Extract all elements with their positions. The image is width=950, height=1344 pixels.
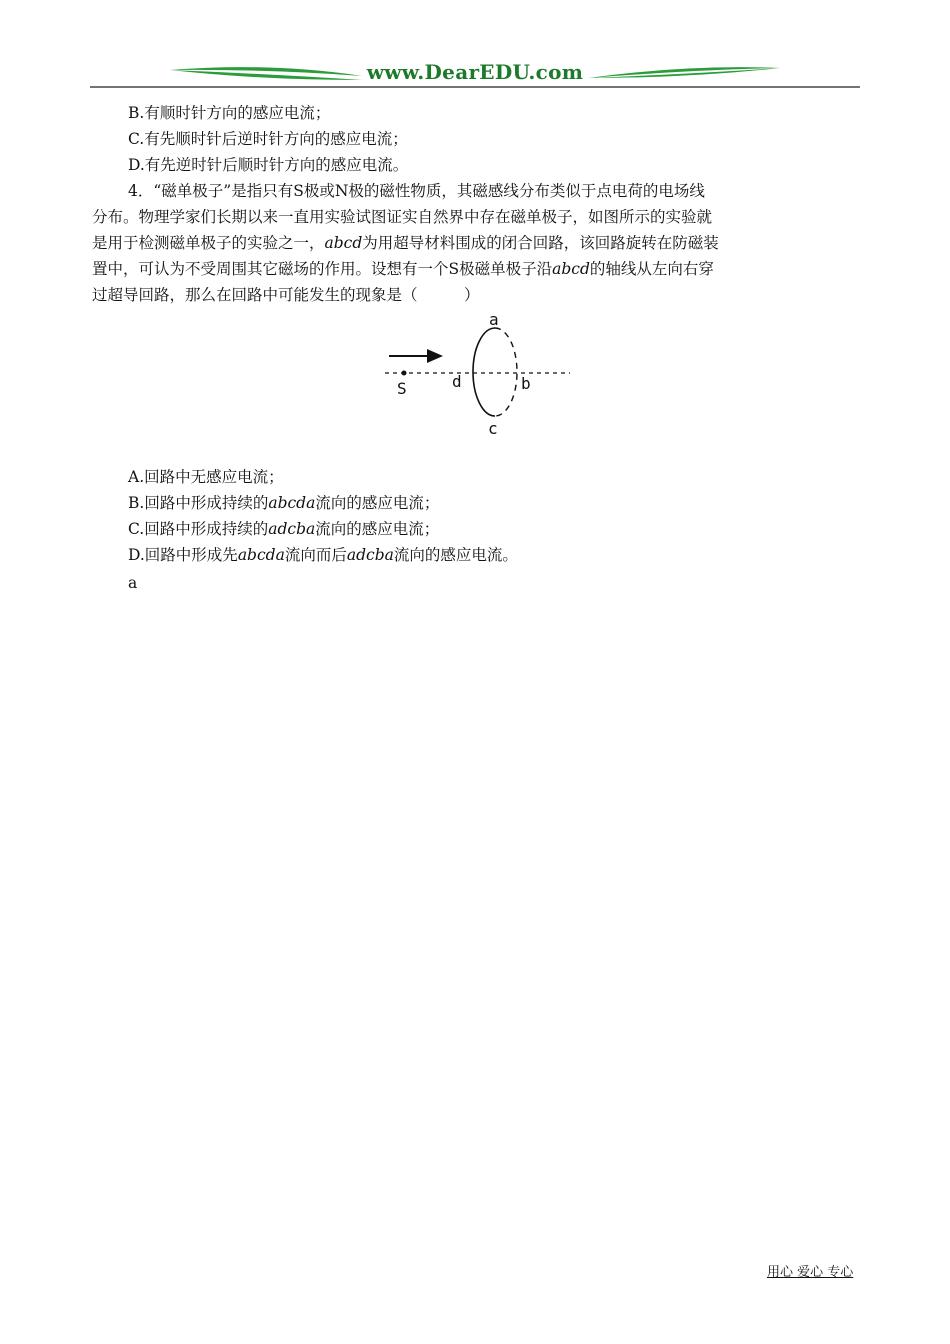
q4-stem-line-3 bbox=[92, 230, 719, 256]
q4-option-a: A.回路中无感应电流； bbox=[128, 468, 284, 486]
page-footer: 用心 爱心 专心 bbox=[767, 1265, 854, 1280]
q3-option-c: C.有先顺时针后逆时针方向的感应电流； bbox=[128, 130, 408, 148]
q4-stem-line-4 bbox=[92, 256, 714, 282]
page-header bbox=[90, 58, 860, 90]
q4-option-b bbox=[128, 490, 439, 516]
loop-direction: abcda bbox=[237, 546, 285, 564]
text-run: D.回路中形成先 bbox=[128, 546, 238, 564]
text-run: 流向的感应电流。 bbox=[393, 546, 518, 564]
q3-option-d: D.有先逆时针后顺时针方向的感应电流。 bbox=[128, 156, 409, 174]
site-logo[interactable]: www.DearEDU.com bbox=[366, 60, 584, 84]
diagram-svg bbox=[385, 308, 575, 443]
label-a: a bbox=[489, 310, 499, 329]
label-s: S bbox=[397, 379, 407, 398]
loop-direction: adcba bbox=[268, 520, 316, 538]
text-run: 的轴线从左向右穿 bbox=[589, 260, 714, 278]
loop-direction: adcba bbox=[346, 546, 394, 564]
monopole-loop-diagram bbox=[385, 308, 575, 443]
motion-arrow-head bbox=[427, 349, 443, 363]
text-run: 是用于检测磁单极子的实验之一， bbox=[92, 234, 325, 252]
q4-option-c bbox=[128, 516, 439, 542]
text-run: 流向而后 bbox=[284, 546, 347, 564]
text-run: B.回路中形成持续的 bbox=[128, 494, 269, 512]
loop-direction: abcda bbox=[268, 494, 316, 512]
text-run: 置中，可认为不受周围其它磁场的作用。设想有一个S极磁单极子沿 bbox=[92, 260, 553, 278]
label-b: b bbox=[521, 374, 531, 393]
q4-stem-line-1: 4．“磁单极子”是指只有S极或N极的磁性物质，其磁感线分布类似于点电荷的电场线 bbox=[128, 182, 705, 200]
q3-option-b: B.有顺时针方向的感应电流； bbox=[128, 104, 331, 122]
answer-text: a bbox=[128, 574, 138, 592]
q4-stem-line-2: 分布。物理学家们长期以来一直用实验试图证实自然界中存在磁单极子，如图所示的实验就 bbox=[92, 208, 713, 226]
label-d: d bbox=[452, 372, 462, 391]
monopole-dot bbox=[402, 371, 407, 376]
text-run: C.回路中形成持续的 bbox=[128, 520, 269, 538]
text-run: 为用超导材料围成的闭合回路，该回路旋转在防磁装 bbox=[362, 234, 719, 252]
loop-label: abcd bbox=[324, 234, 363, 252]
text-run: 流向的感应电流； bbox=[315, 494, 440, 512]
loop-label: abcd bbox=[552, 260, 590, 278]
q4-stem-line-5: 过超导回路，那么在回路中可能发生的现象是（ ） bbox=[92, 286, 480, 304]
label-c: c bbox=[488, 419, 498, 438]
text-run: 流向的感应电流； bbox=[315, 520, 440, 538]
q4-option-d bbox=[128, 542, 518, 568]
loop-front-arc bbox=[473, 328, 495, 416]
loop-back-arc bbox=[495, 328, 517, 416]
